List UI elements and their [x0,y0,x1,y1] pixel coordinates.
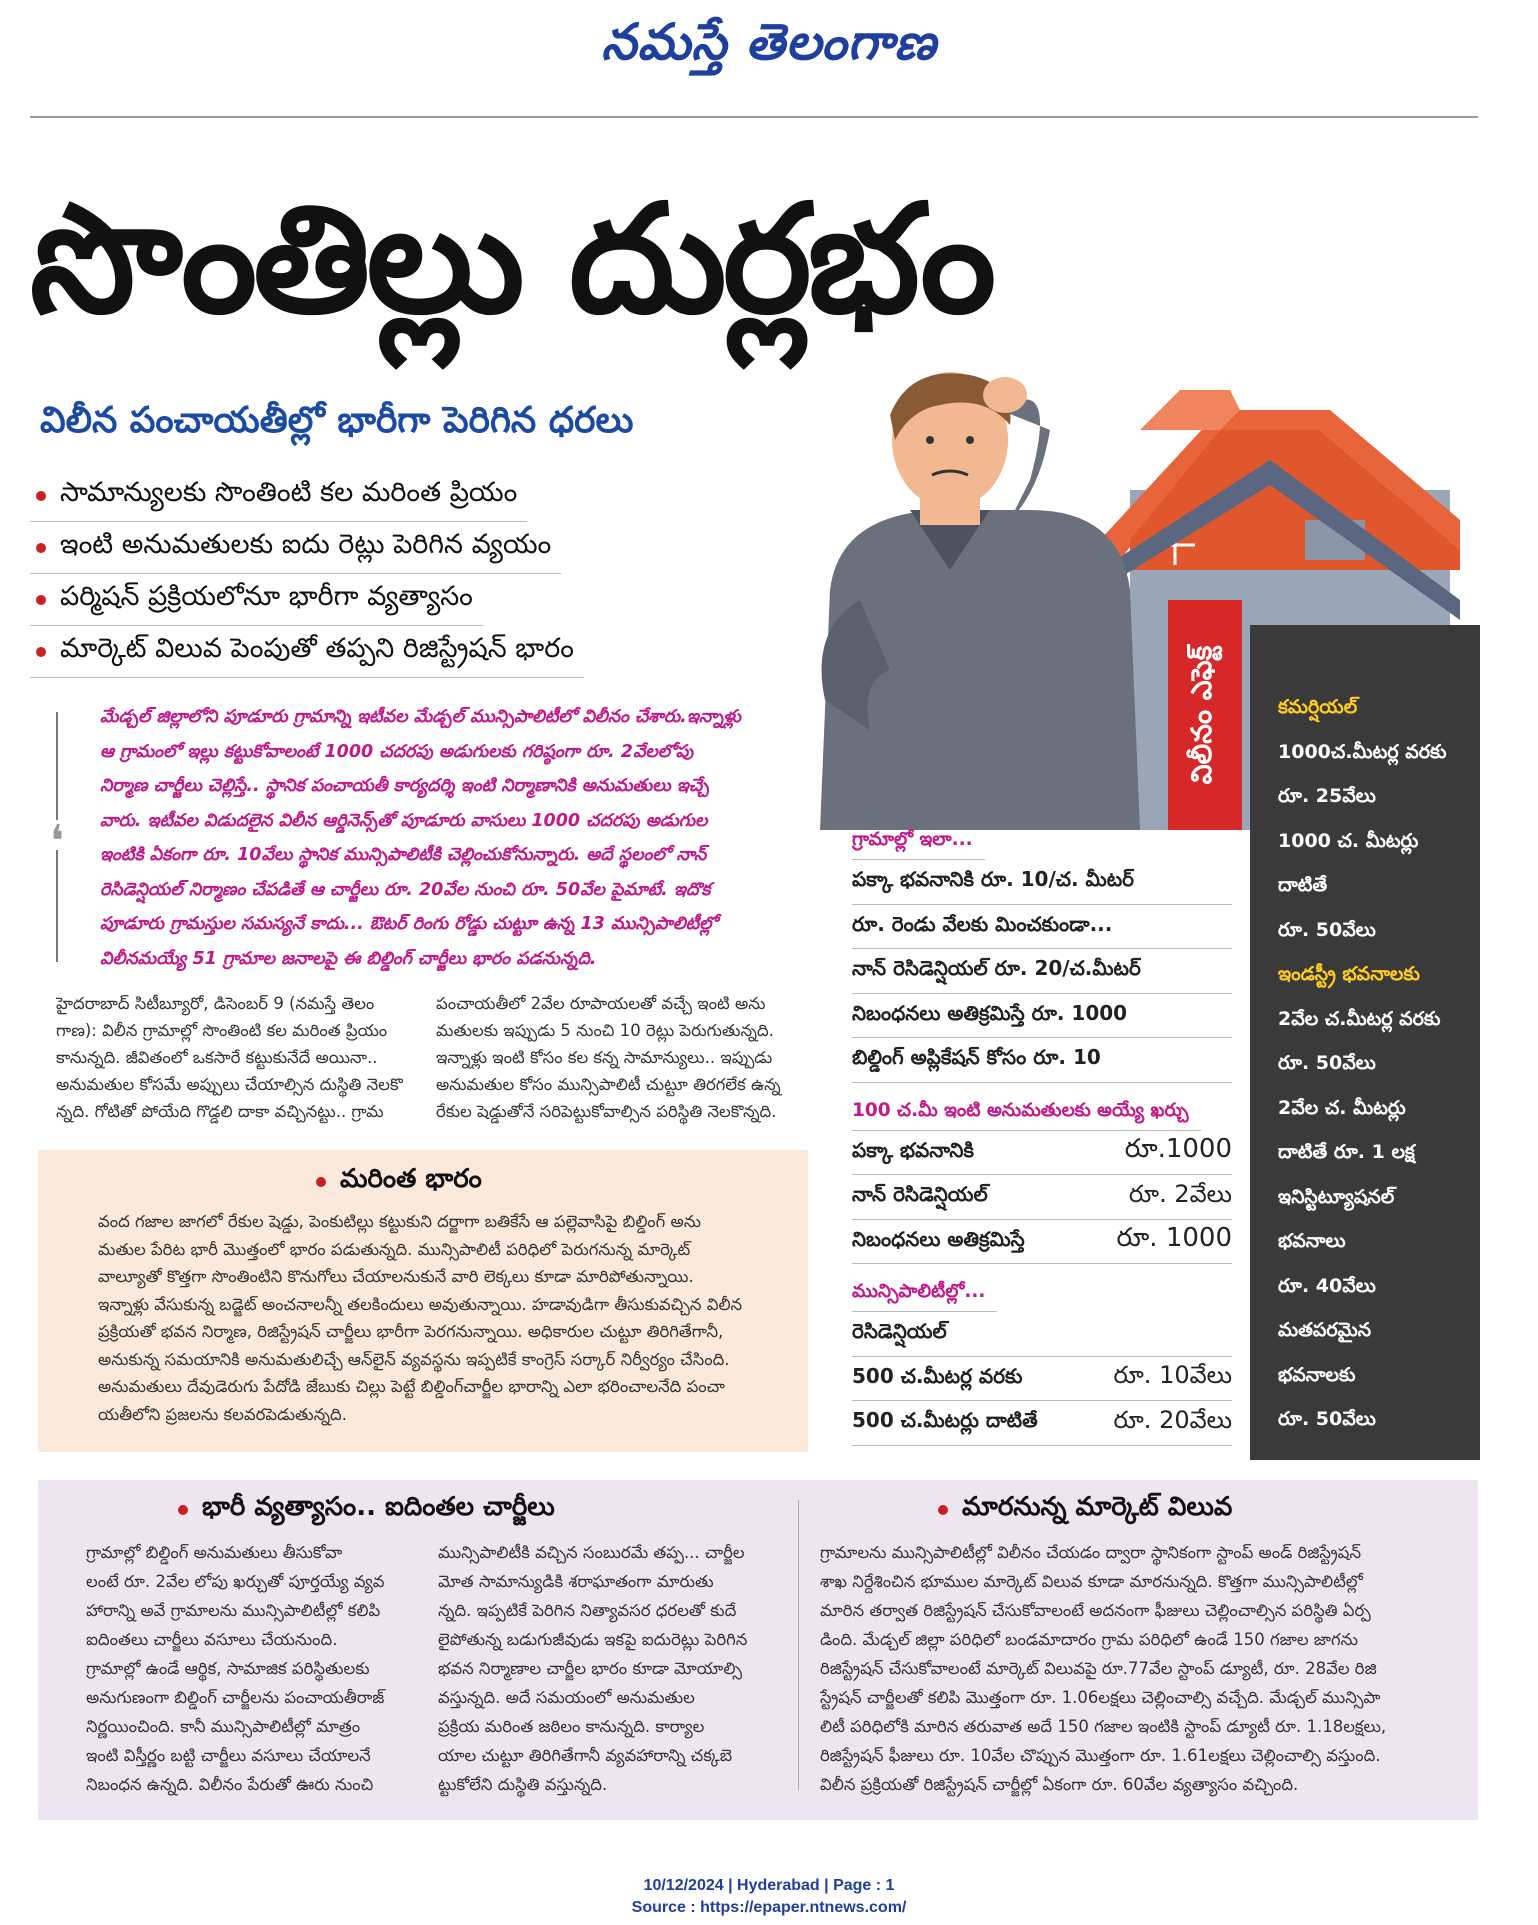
headline: సొంతిల్లు దుర్లభం [30,173,993,347]
difference-col-2: మున్సిపాలిటీకి వచ్చిన సంబురమే తప్ప... చార్జీల మోత సామాన్యుడికి శరాఘాతంగా మారుతు న్నది. ఇప్పటికే పెరిగిన నిత్యావసర ధరలతో కుదే లైపోతున్న బడుగుజీవుడు ఇకపై ఐదురెట్లు పెరిగిన భవన నిర్మాణాల చార్జీల భారం కూడా మోయాల్సి వస్తున్నది. అదే సమయంలో అనుమతుల ప్రక్రియ మరింత జఠిలం కానున్నది. కార్యాల యాల చుట్టూ తిరిగితేగానీ వ్యవహారాన్ని చక్కబె ట్టుకోలేని దుస్థితి వస్తున్నది. [438,1543,748,1794]
fee-panel-row: 1000చ.మీటర్ల వరకు [1278,740,1447,763]
quote-mark-icon: ❛ [42,820,72,850]
bullet-item: సామాన్యులకు సొంతింటి కల మరింత ప్రియం [30,470,527,522]
top-rule [30,116,1478,118]
market-title: మారనున్న మార్కెట్ విలువ [938,1492,1232,1528]
municipal-row: 500 చ.మీటర్లు దాటితే రూ. 20వేలు [852,1401,1232,1446]
footer-date-line: 10/12/2024 | Hyderabad | Page : 1 [643,1877,895,1894]
fee-panel-row: 2వేల చ. మీటర్లు [1278,1096,1406,1119]
footer-source-line: Source : https://epaper.ntnews.com/ [631,1899,907,1916]
villages-title: గ్రామాల్లో ఇలా... [852,820,985,860]
municipal-row: 500 చ.మీటర్ల వరకు రూ. 10వేలు [852,1357,1232,1402]
municipal-title: మున్సిపాలిటీల్లో... [852,1272,997,1312]
fee-tables [852,820,1232,1446]
worried-man-icon [820,372,1140,830]
bullet-item: పర్మిషన్ ప్రక్రియలోనూ భారీగా వ్యత్యాసం [30,574,483,626]
masthead-title: నమస్తే తెలంగాణ [601,12,937,71]
bullet-dot-icon [36,491,46,501]
cost100-row: పక్కా భవనానికి రూ.1000 [852,1131,1232,1176]
bullet-dot-icon [178,1505,188,1515]
fee-panel-row: రూ. 50వేలు [1278,1408,1376,1430]
villages-row: బిల్డింగ్ అప్లికేషన్ కోసం రూ. 10 [852,1038,1232,1083]
fee-panel-row: ఇండస్ట్రీ భవనాలకు [1278,963,1420,985]
masthead [0,0,1538,90]
burden-title: మరింత భారం [316,1164,482,1200]
fee-panel-row: ఇనిస్టిట్యూషనల్ [1278,1185,1395,1208]
subhead: విలీన పంచాయతీల్లో భారీగా పెరిగిన ధరలు [40,400,634,441]
villages-row: పక్కా భవనానికి రూ. 10/చ. మీటర్ [852,860,1232,905]
fee-panel-row: 1000 చ. మీటర్లు [1278,829,1419,852]
market-body: గ్రామాలను మున్సిపాలిటీల్లో విలీనం చేయడం ద్వారా స్థానికంగా స్టాంప్ అండ్ రిజిస్ట్రేషన్ శాఖ నిర్దేశించిన భూముల మార్కెట్ విలువ కూడా మారనున్నది. కొత్తగా మున్సిపాలిటీల్లో మారిన తర్వాత రిజిస్ట్రేషన్ చేసుకోవాలంటే అదనంగా ఫీజులు చెల్లించాల్సిన పరిస్థితి ఏర్ప డింది. మేడ్చల్ జిల్లా పరిధిలో బండమాదారం గ్రామ పరిధిలో ఉండే 150 గజాల జాగను రిజిస్ట్రేషన్ చేసుకోవాలంటే మార్కెట్ విలువపై రూ.77వేల స్టాంప్ డ్యూటీ, రూ. 28వేల రిజి స్ట్రేషన్ చార్జీలతో కలిపి మొత్తంగా రూ. 1.06లక్షలు చెల్లించాల్సి వచ్చేది. మేడ్చల్ మున్సిపా లిటీ పరిధిలోకి మారిన తరువాత అదే 150 గజాల ఇంటికి స్టాంప్ డ్యూటీ రూ. 1.18లక్షలు, రిజిస్ట్రేషన్ ఫీజులు రూ. 10వేల చొప్పున మొత్తంగా రూ. 1.61లక్షలు చెల్లించాల్సి వస్తుంది. విలీన ప్రక్రియతో రిజిస్ట్రేషన్ చార్జీల్లో ఏకంగా రూ. 60వేల వ్యత్యాసం వచ్చింది. [820,1543,1387,1794]
bottom-box [38,1480,1478,1820]
bullet-dot-icon [316,1177,326,1187]
villages-row: రూ. రెండు వేలకు మించకుండా... [852,905,1232,950]
bullet-dot-icon [36,595,46,605]
fee-panel-row: 2వేల చ.మీటర్ల వరకు [1278,1007,1441,1030]
municipal-row: రెసిడెన్షియల్ [852,1312,1232,1357]
highlight-bullets [30,470,770,678]
body-column-right: పంచాయతీలో 2వేల రూపాయలతో వచ్చే ఇంటి అను మతులకు ఇప్పుడు 5 నుంచి 10 రెట్లు పెరుగుతున్నది. ఇన్నాళ్లు ఇంటి కోసం కల కన్న సామాన్యులు.. ఇప్పుడు అనుమతుల కోసం మున్సిపాలిటీ చుట్టూ తిరగలేక ఉన్న రేకుల షెడ్డుతోనే సరిపెట్టుకోవాల్సిన పరిస్థితి నెలకొన్నది. [436,994,781,1121]
villages-row: నాన్ రెసిడెన్షియల్ రూ. 20/చ.మీటర్ [852,949,1232,994]
fee-panel-row: కమర్షియల్ [1278,696,1358,718]
cost100-row: నిబంధనలు అతిక్రమిస్తే రూ. 1000 [852,1220,1232,1265]
fee-panel-row: రూ. 40వేలు [1278,1274,1376,1297]
fee-panel-row: రూ. 25వేలు [1278,785,1376,807]
fee-panel-row: భవనాలు [1278,1230,1346,1252]
municipal-fee-panel [1250,625,1480,1460]
bullet-item: ఇంటి అనుమతులకు ఐదు రెట్లు పెరిగిన వ్యయం [30,522,561,574]
villages-row: నిబంధనలు అతిక్రమిస్తే రూ. 1000 [852,994,1232,1039]
fee-panel-row: మతపరమైన [1278,1319,1372,1341]
bullet-dot-icon [36,543,46,553]
cost100-title: 100 చ.మీ ఇంటి అనుమతులకు అయ్యే ఖర్చు [852,1091,1201,1131]
bullet-dot-icon [938,1505,948,1515]
fee-panel-row: భవనాలకు [1278,1363,1356,1386]
burden-box [38,1150,808,1452]
page-footer [0,1875,1538,1919]
body-column-left: హైదరాబాద్ సిటీబ్యూరో, డిసెంబర్ 9 (నమస్తే తెలం గాణ): విలీన గ్రామాల్లో సొంతింటి కల మరింత ప్రియం కానున్నది. జీవితంలో ఒకసారే కట్టుకునేదే అయినా.. అనుమతుల కోసమే అప్పులు చేయాల్సిన దుస్థితి నెలకొ న్నది. గోటితో పోయేది గొడ్డలి దాకా వచ్చినట్టు.. గ్రామ [56,994,403,1121]
bullet-item: మార్కెట్ విలువ పెంపుతో తప్పని రిజిస్ట్రేషన్ భారం [30,626,584,678]
fee-panel-row: దాటితే [1278,874,1328,896]
cost100-row: నాన్ రెసిడెన్షియల్ రూ. 2వేలు [852,1175,1232,1220]
difference-col-1: గ్రామాల్లో బిల్డింగ్ అనుమతులు తీసుకోవా లంటే రూ. 2వేల లోపు ఖర్చుతో పూర్తయ్యే వ్యవ హారాన్ని అవే గ్రామాలను మున్సిపాలిటీల్లో కలిపి ఐదింతలు చార్జీలు వసూలు చేయనుంది. గ్రామాల్లో ఉండే ఆర్థిక, సామాజిక పరిస్థితులకు అనుగుణంగా బిల్డింగ్ చార్జీలను పంచాయతీరాజ్ నిర్ణయించింది. కానీ మున్సిపాలిటీల్లో మాత్రం ఇంటి విస్తీర్ణం బట్టి చార్జీలు వసూలు చేయాలనే నిబంధన ఉన్నది. విలీనం పేరుతో ఊరు నుంచి [86,1543,385,1794]
difference-title: భారీ వ్యత్యాసం.. ఐదింతల చార్జీలు [178,1492,555,1528]
fee-panel-row: దాటితే రూ. 1 లక్ష [1278,1141,1415,1163]
fee-panel-row: రూ. 50వేలు [1278,1052,1376,1074]
intro-quote: మేడ్చల్ జిల్లాలోని పూడూరు గ్రామాన్ని ఇటీవల మేడ్చల్ మున్సిపాలిటీలో విలీనం చేశారు.ఇన్నాళ్లు ఆ గ్రామంలో ఇల్లు కట్టుకోవాలంటే 1000 చదరపు అడుగులకు గరిష్ఠంగా రూ. 2వేలలోపు నిర్మాణ చార్జీలు చెల్లిస్తే.. స్థానిక పంచాయతీ కార్యదర్శి ఇంటి నిర్మాణానికి అనుమతులు ఇచ్చే వారు. ఇటీవల విడుదలైన విలీన ఆర్డినెన్స్‌తో పూడూరు వాసులు 1000 చదరపు అడుగుల ఇంటికి ఏకంగా రూ. 10వేలు స్థానిక మున్సిపాలిటీకి చెల్లించుకోనున్నారు. అదే స్థలంలో నాన్ రెసిడెన్షియల్ నిర్మాణం చేపడితే ఆ చార్జీలు రూ. 20వేల నుంచి రూ. 50వేల పైమాటే. ఇదొక పూడూరు గ్రామస్తుల సమస్యనే కాదు... ఔటర్ రింగు రోడ్డు చుట్టూ ఉన్న 13 మున్సిపాలిటీల్లో విలీనమయ్యే 51 గ్రామాల జనాలపై ఈ బిల్డింగ్ చార్జీలు భారం పడనున్నది. [100,707,741,969]
merger-effect-tag: విలీనం ఎఫెక్ట్ [1168,600,1242,830]
burden-body: వంద గజాల జాగలో రేకుల షెడ్డు, పెంకుటిల్లు కట్టుకుని దర్జాగా బతికేసే ఆ పల్లెవాసిపై బిల్డింగ్ అను మతుల పేరిట భారీ మొత్తంలో భారం పడుతున్నది. మున్సిపాలిటీ పరిధిలో పెరుగనున్న మార్కెట్ వాల్యూతో కొత్తగా సొంతింటిని కొనుగోలు చేయాలనుకునే వారి లెక్కలు కూడా మారిపోతున్నాయి. ఇన్నాళ్లు వేసుకున్న బడ్జెట్ అంచనాలన్నీ తలకిందులు అవుతున్నాయి. హడావుడిగా తీసుకువచ్చిన విలీన ప్రక్రియతో భవన నిర్మాణ, రిజిస్ట్రేషన్ చార్జీలు భారీగా పెరగనున్నాయి. అధికారుల చుట్టూ తిరిగితేగానీ, అనుకున్న సమయానికి అనుమతులిచ్చే ఆన్‌లైన్ వ్యవస్థను ఇప్పటికే కాంగ్రెస్ సర్కార్ నిర్వీర్యం చేసింది. అనుమతులు దేవుడెరుగు పేదోడి జేబుకు చిల్లు పెట్టే బిల్డింగ్‌చార్జీల భారాన్ని ఎలా భరించాలనేది పంచా యతీలోని ప్రజలను కలవరపెడుతున్నది. [98,1212,743,1424]
bullet-dot-icon [36,647,46,657]
column-divider [798,1500,799,1790]
fee-panel-row: రూ. 50వేలు [1278,918,1376,941]
